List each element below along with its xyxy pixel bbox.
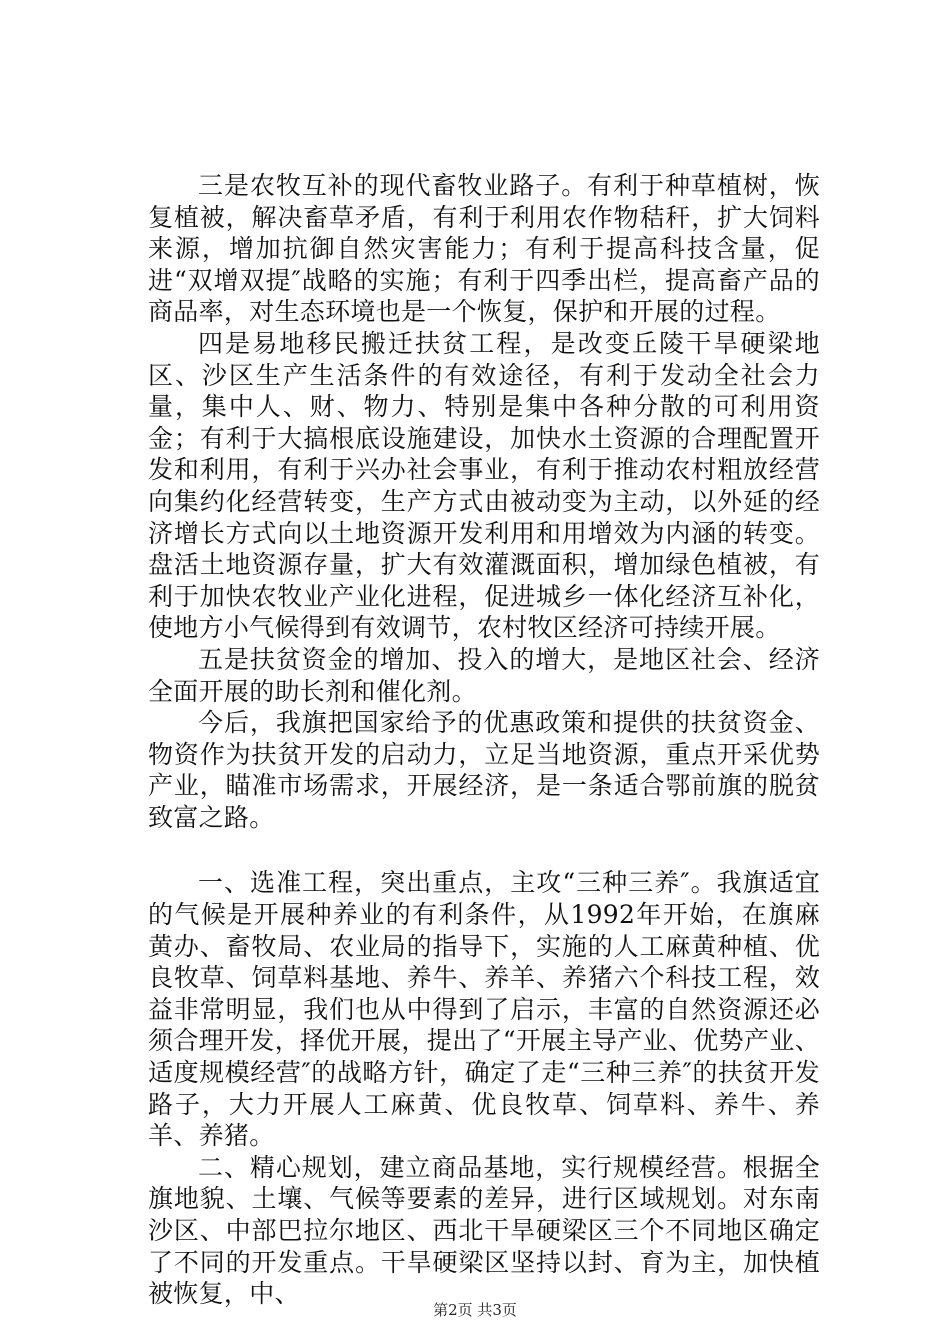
paragraph-measure-2: 二、精心规划，建立商品基地，实行规模经营。根据全旗地貌、土壤、气候等要素的差异，进行区域规划。对东南沙区、中部巴拉尔地区、西北干旱硬梁区三个不同地区确定了不同的开发重点。干旱硬梁区坚持以封、育为主，加快植被恢复，中、: [148, 1152, 820, 1309]
page-footer: 第2页 共3页: [433, 1301, 517, 1319]
paragraph-4: 四是易地移民搬迁扶贫工程，是改变丘陵干旱硬梁地区、沙区生产生活条件的有效途径，有利于发动全社会力量，集中人、财、物力、特别是集中各种分散的可利用资金；有利于大搞根底设施建设，加快水土资源的合理配置开发和利用，有利于兴办社会事业，有利于推动农村粗放经营向集约化经营转变，生产方式由被动变为主动，以外延的经济增长方式向以土地资源开发利用和用增效为内涵的转变。盘活土地资源存量，扩大有效灌溉面积，增加绿色植被，有利于加快农牧业产业化进程，促进城乡一体化经济互补化，使地方小气候得到有效调节，农村牧区经济可持续开展。: [148, 328, 820, 643]
section-gap: [148, 833, 820, 867]
paragraph-future: 今后，我旗把国家给予的优惠政策和提供的扶贫资金、物资作为扶贫开发的启动力，立足当地资源，重点开采优势产业，瞄准市场需求，开展经济，是一条适合鄂前旗的脱贫致富之路。: [148, 708, 820, 832]
paragraph-3: 三是农牧互补的现代畜牧业路子。有利于种草植树，恢复植被，解决畜草矛盾，有利于利用农作物秸秆，扩大饲料来源，增加抗御自然灾害能力；有利于提高科技含量，促进“双增双提″战略的实施；有利于四季出栏，提高畜产品的商品率，对生态环境也是一个恢复，保护和开展的过程。: [148, 171, 820, 327]
paragraph-measure-1: 一、选准工程，突出重点，主攻“三种三养″。我旗适宜的气候是开展种养业的有利条件，从1992年开始，在旗麻黄办、畜牧局、农业局的指导下，实施的人工麻黄种植、优良牧草、饲草料基地、养牛、养羊、养猪六个科技工程，效益非常明显，我们也从中得到了启示，丰富的自然资源还必须合理开发，择优开展，提出了“开展主导产业、优势产业、适度规模经营″的战略方针，确定了走“三种三养″的扶贫开发路子，大力开展人工麻黄、优良牧草、饲草料、养牛、养羊、养猪。: [148, 868, 820, 1151]
paragraph-5: 五是扶贫资金的增加、投入的增大，是地区社会、经济全面开展的助长剂和催化剂。: [148, 644, 820, 706]
document-body: [148, 170, 820, 1310]
